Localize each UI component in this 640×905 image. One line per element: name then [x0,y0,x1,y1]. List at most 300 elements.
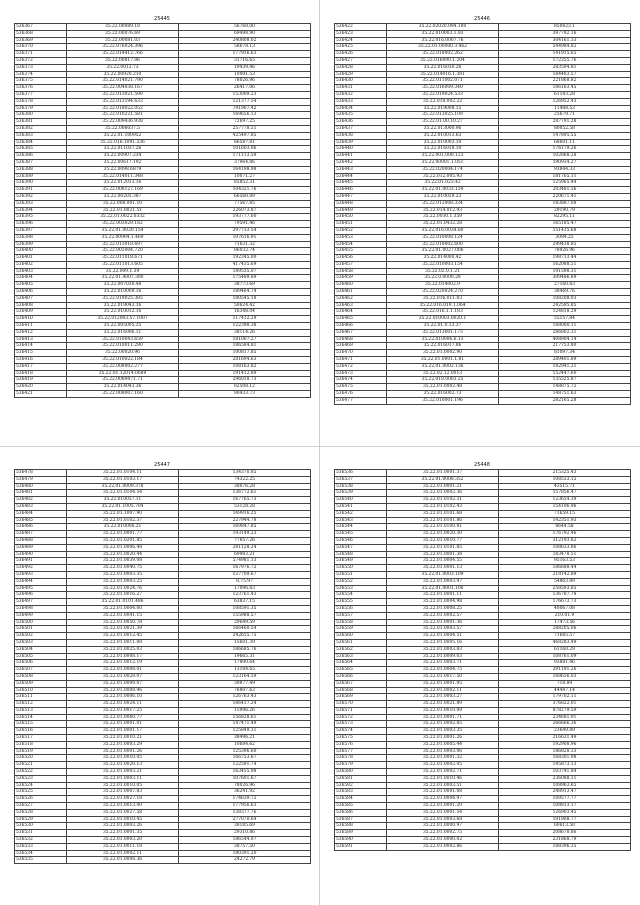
row-code: 35.22.010013.63 [387,132,499,139]
table-row [15,551,311,558]
row-code: 35.22.01.0432.28 [387,221,499,228]
horizontal-divider [0,446,640,447]
row-id: 536570 [335,701,387,708]
row-amount: 148751.63 [499,391,631,398]
table-row [335,221,631,228]
row-amount: 176673.73 [499,599,631,606]
row-id: 536452 [335,227,387,234]
row-id: 536513 [15,707,67,714]
table-row [15,735,311,742]
row-code: 35.22.01.0010.09 [387,707,499,714]
row-amount: 291191.26 [499,667,631,674]
table-row [15,336,311,343]
row-code: 35.22.010001.196 [387,397,499,404]
row-id: 536453 [335,234,387,241]
table-row [335,241,631,248]
row-amount: 180545.18 [179,295,311,302]
row-code: 35.22.01.0003.06 [387,748,499,755]
row-code: 35.22.01.0007.83 [67,789,179,796]
row-amount: 19439.46 [179,64,311,71]
table-row [335,125,631,132]
row-amount: 257778.51 [179,125,311,132]
row-id: 536536 [335,470,387,477]
row-id: 536521 [15,762,67,769]
row-id: 536519 [15,748,67,755]
table-row [15,153,311,160]
table-row [15,531,311,538]
row-amount: 297733.54 [179,227,311,234]
table-row [15,687,311,694]
row-id: 536502 [15,633,67,640]
table-row [335,112,631,119]
row-code: 35.22.01.0001.26 [387,735,499,742]
row-id: 536524 [15,782,67,789]
row-id: 536368 [15,30,67,37]
row-amount: 217753.80 [499,343,631,350]
table-row [335,565,631,572]
row-code: 35.22.011018.671 [67,255,179,262]
row-amount: 147471.49 [179,721,311,728]
row-id: 536488 [15,537,67,544]
row-code: 35.22.01.0001.13 [387,565,499,572]
ledger-panel-25445 [14,16,310,398]
table-row [335,24,631,31]
table-row [335,350,631,357]
table-row [335,200,631,207]
row-id: 536395 [15,214,67,221]
table-row [15,857,311,864]
row-id: 536515 [15,721,67,728]
row-code: 35.22.016.0007.76 [387,37,499,44]
row-id: 536522 [15,769,67,776]
row-code: 35.22.01.0009.07 [67,680,179,687]
row-id: 536514 [15,714,67,721]
row-id: 536552 [335,578,387,585]
panel-title: 25448 [474,462,490,468]
row-code: 35.22.00904.1.469 [67,234,179,241]
row-code: 35.22.02020.094.180 [387,24,499,31]
row-id: 536375 [15,78,67,85]
table-row [335,558,631,565]
row-code: 35.22.013000.96 [387,125,499,132]
row-id: 536537 [335,476,387,483]
table-row [335,837,631,844]
row-amount: 309486.89 [499,275,631,282]
row-id: 536405 [15,282,67,289]
row-id: 536560 [335,633,387,640]
row-amount: 8.75.97 [179,578,311,585]
table-row [335,687,631,694]
row-code: 35.22.01.0020.154 [67,227,179,234]
row-id: 536400 [15,248,67,255]
row-id: 536402 [15,261,67,268]
row-amount: 38496.21 [179,735,311,742]
row-code: 35.22.013021.590 [67,91,179,98]
row-code: 35.22.00089.18 [67,24,179,31]
row-id: 536412 [15,329,67,336]
table-row [15,762,311,769]
table-row [15,721,311,728]
row-code: 35.22.01.0001.21 [387,483,499,490]
row-amount: 69983.21 [179,551,311,558]
row-code: 35.22.01.0050.78 [67,619,179,626]
row-amount: 72697.25 [179,119,311,126]
row-amount: 10071.27 [179,173,311,180]
table-row [335,30,631,37]
row-amount: 82295.11 [499,214,631,221]
row-code: 35.22.012003.57.1007 [67,316,179,323]
row-code: 35.22.01.0009.03 [387,653,499,660]
row-code: 35.22.01.0002.85 [387,721,499,728]
row-id: 536447 [335,193,387,200]
row-amount: 167765.73 [179,497,311,504]
table-row [335,98,631,105]
row-amount: 181007.27 [179,336,311,343]
table-row [15,370,311,377]
table-row [335,166,631,173]
row-amount: 77567.85 [179,200,311,207]
table-row [15,633,311,640]
table-row [335,578,631,585]
row-amount: 78026.96 [179,782,311,789]
table-row [15,261,311,268]
row-id: 536512 [15,701,67,708]
row-amount: 417435.69 [179,261,311,268]
row-id: 536591 [335,843,387,850]
row-code: 35.22.010221.581 [67,112,179,119]
row-amount: 791907.42 [179,105,311,112]
table-row [335,57,631,64]
table-row [335,639,631,646]
row-id: 536407 [15,295,67,302]
table-row [335,660,631,667]
row-amount: 168301.98 [499,755,631,762]
row-code: 35.22.014016.1.381 [387,71,499,78]
row-id: 536495 [15,585,67,592]
table-row [15,816,311,823]
row-code: 35.22.01.0003.83 [387,646,499,653]
row-id: 536372 [15,57,67,64]
row-amount: 27160.83 [499,282,631,289]
table-row [15,316,311,323]
row-id: 536397 [15,227,67,234]
table-row [15,565,311,572]
row-amount: 125396.60 [179,748,311,755]
row-code: 35.22.012.005.93 [387,173,499,180]
table-row [15,363,311,370]
row-code: 35.22.016090.1.204 [387,57,499,64]
row-amount: 108633.86 [499,544,631,551]
row-amount: 38469.76 [499,289,631,296]
row-amount: 71659.15 [499,510,631,517]
table-row [15,667,311,674]
row-amount: 26417.06 [179,85,311,92]
table-row [335,823,631,830]
row-amount: 125849.31 [179,728,311,735]
ledger-table [334,469,631,851]
row-id: 536471 [335,357,387,364]
row-id: 536455 [335,248,387,255]
table-row [15,51,311,58]
row-amount: 123164.59 [179,673,311,680]
row-amount: 108761.09 [499,653,631,660]
table-row [15,619,311,626]
row-amount: 151435.68 [499,227,631,234]
row-code: 35.22.01.0022.0332 [67,214,179,221]
row-code: 35.22.010011.290 [67,343,179,350]
row-id: 536399 [15,241,67,248]
table-row [335,139,631,146]
row-amount: 176792.46 [499,531,631,538]
row-amount: 281128.24 [179,544,311,551]
row-id: 536511 [15,694,67,701]
row-code: 35.22.001.000.123 [387,153,499,160]
row-code: 35.22.01.0020.44 [67,551,179,558]
table-row [335,227,631,234]
row-amount: 182941.21 [499,363,631,370]
table-row [335,255,631,262]
row-amount: 175489.89 [179,275,311,282]
row-code: 35.22.01.0027.006 [387,248,499,255]
row-code: 35.22.01.0017.50 [387,673,499,680]
row-id: 536479 [15,476,67,483]
table-row [335,497,631,504]
row-code: 35.22.00817.06 [67,57,179,64]
row-amount: 3094.25 [499,234,631,241]
row-id: 536377 [15,91,67,98]
row-amount: 218142.89 [499,571,631,578]
row-amount: 38114.26 [179,329,311,336]
row-code: 35.22.008.001.10 [67,200,179,207]
row-amount: 156828.61 [179,714,311,721]
row-id: 536446 [335,187,387,194]
row-code: 35.22.01.0001.38 [387,551,499,558]
row-code: 35.22.02.12.0013 [387,370,499,377]
row-amount: 142351.93 [499,517,631,524]
row-code: 35.22.010006.21 [67,524,179,531]
row-id: 536528 [15,809,67,816]
row-code: 35.22.01.0000.97 [387,823,499,830]
row-amount: 141915.65 [499,51,631,58]
row-amount: 176179.26 [499,146,631,153]
row-amount: 95163.53 [499,558,631,565]
row-code: 35.22.01.0004.75 [387,667,499,674]
table-row [15,207,311,214]
row-id: 536543 [335,517,387,524]
table-row [15,775,311,782]
row-id: 536510 [15,687,67,694]
table-row [15,241,311,248]
row-code: 35.22.01.1007.90 [67,510,179,517]
row-code: 35.22.004038.167 [67,85,179,92]
row-amount: 107601.67 [179,775,311,782]
row-code: 35.22.01.0002.71 [387,769,499,776]
table-row [335,153,631,160]
table-row [335,775,631,782]
row-code: 35.22.008002.277 [67,363,179,370]
table-row [15,37,311,44]
row-code: 35.22.01.0040.75 [67,565,179,572]
row-code: 35.22.016.011.03 [387,295,499,302]
row-id: 536489 [15,544,67,551]
table-row [15,139,311,146]
row-id: 536392 [15,193,67,200]
row-id: 536468 [335,336,387,343]
row-id: 536418 [15,370,67,377]
row-code: 35.22.01.0001.26 [67,748,179,755]
row-code: 35.22.01.0104.11 [67,470,179,477]
row-code: 35.22.01.0008.25 [387,605,499,612]
table-row [15,605,311,612]
row-id: 536491 [15,558,67,565]
row-id: 536456 [335,255,387,262]
row-id: 536436 [335,119,387,126]
row-code: 35.22.01.12014.0689 [67,370,179,377]
row-id: 536527 [15,803,67,810]
table-row [15,255,311,262]
row-code: 35.22.01.0003.35 [67,571,179,578]
row-code: 35.22.01.0021.89 [387,701,499,708]
row-code: 35.22.01.0004.55 [387,558,499,565]
row-id: 536459 [335,275,387,282]
row-amount: 153009.23 [179,91,311,98]
row-id: 536413 [15,336,67,343]
row-id: 536569 [335,694,387,701]
row-amount: 220671.41 [499,193,631,200]
table-row [15,837,311,844]
row-amount: 188000.11 [499,323,631,330]
row-code: 35.22.01.0008.36 [67,857,179,864]
row-id: 536378 [15,98,67,105]
table-row [335,483,631,490]
row-amount: 281694.63 [179,357,311,364]
row-code: 35.22.00907.234 [67,153,179,160]
row-code: 35.22.01.1005.704 [67,503,179,510]
row-amount: 171113.59 [179,153,311,160]
row-amount: 167976.72 [179,565,311,572]
table-row [15,714,311,721]
row-amount: 29190.79 [499,207,631,214]
table-row [335,363,631,370]
row-code: 35.22.01.0010.46 [387,775,499,782]
row-amount: 108163.82 [179,363,311,370]
table-row [335,261,631,268]
row-code: 35.22.013025.109 [387,112,499,119]
row-code: 35.22.01.0017.25 [67,707,179,714]
row-amount: 108591.35 [179,605,311,612]
table-row [15,200,311,207]
row-amount: 186544.97 [179,837,311,844]
row-id: 536445 [335,180,387,187]
row-code: 35.22.01.0003.11 [67,775,179,782]
ledger-panel-25448 [334,462,630,851]
row-code: 35.22.01.0000.02 [387,837,499,844]
row-amount: 58678.13 [179,44,311,51]
row-id: 536426 [335,51,387,58]
row-id: 536573 [335,721,387,728]
table-row [335,544,631,551]
row-code: 35.22.01.0002.90 [387,350,499,357]
row-amount: 108813.17 [499,803,631,810]
row-code: 35.22.016017.86 [387,343,499,350]
table-row [335,769,631,776]
row-code: 35.22.01.0002.57 [387,612,499,619]
table-row [335,748,631,755]
row-id: 536434 [335,105,387,112]
row-code: 35.22.01.0003.97 [387,578,499,585]
table-row [335,316,631,323]
row-id: 536422 [335,24,387,31]
panel-title: 25446 [474,16,490,22]
row-amount: 277070.64 [179,816,311,823]
row-id: 536534 [15,850,67,857]
table-row [335,517,631,524]
row-id: 536431 [335,85,387,92]
row-amount: 248913.47 [499,789,631,796]
row-amount: 108963.65 [499,782,631,789]
table-row [335,524,631,531]
row-code: 35.22.01.0010.05 [67,782,179,789]
row-id: 536380 [15,112,67,119]
row-amount: 203481.56 [499,187,631,194]
table-row [15,769,311,776]
table-row [15,823,311,830]
table-row [15,187,311,194]
row-id: 536545 [335,531,387,538]
row-code: 35.22.01.0001.17 [67,728,179,735]
row-code: 35.22.010009.16 [67,289,179,296]
row-amount: 299438.85 [499,241,631,248]
table-row [15,193,311,200]
row-amount: 86587.81 [179,139,311,146]
row-id: 536518 [15,741,67,748]
row-code: 35.22.01.0003.25 [67,578,179,585]
row-amount: 77857.26 [179,537,311,544]
row-code: 35.22.01.0001.54 [387,809,499,816]
row-code: 35.22.01.0001.71 [387,714,499,721]
row-code: 35.22.014002.9 [387,282,499,289]
row-id: 536406 [15,289,67,296]
row-code: 35.22.012013.16 [67,180,179,187]
row-amount: 408904.14 [499,336,631,343]
row-code: 35.22.008007.160 [67,391,179,398]
row-code: 35.22.01.0003.57 [387,626,499,633]
row-id: 536384 [15,139,67,146]
row-code: 35.22.01.0001.1.81 [387,357,499,364]
row-code: 35.22.01.0001.32 [387,755,499,762]
table-row [15,470,311,477]
row-code: 35.22.016009.340 [387,85,499,92]
table-row [15,78,311,85]
row-id: 536385 [15,146,67,153]
row-id: 536493 [15,571,67,578]
row-amount: 81097.34 [499,350,631,357]
row-amount: 10001.53 [179,71,311,78]
row-amount: 103741.84 [499,769,631,776]
row-code: 35.22.01.0003.68 [387,816,499,823]
row-code: 35.22.018002.262 [387,51,499,58]
row-id: 536454 [335,241,387,248]
row-amount: 193149.23 [179,531,311,538]
table-row [335,626,631,633]
row-code: 35.22.00920.210 [67,71,179,78]
table-row [15,248,311,255]
row-code: 35.22.014000.42 [387,255,499,262]
row-id: 536485 [15,517,67,524]
table-row [15,64,311,71]
row-amount: 183478.51 [499,551,631,558]
row-code: 35.22.01.0100.81 [387,524,499,531]
